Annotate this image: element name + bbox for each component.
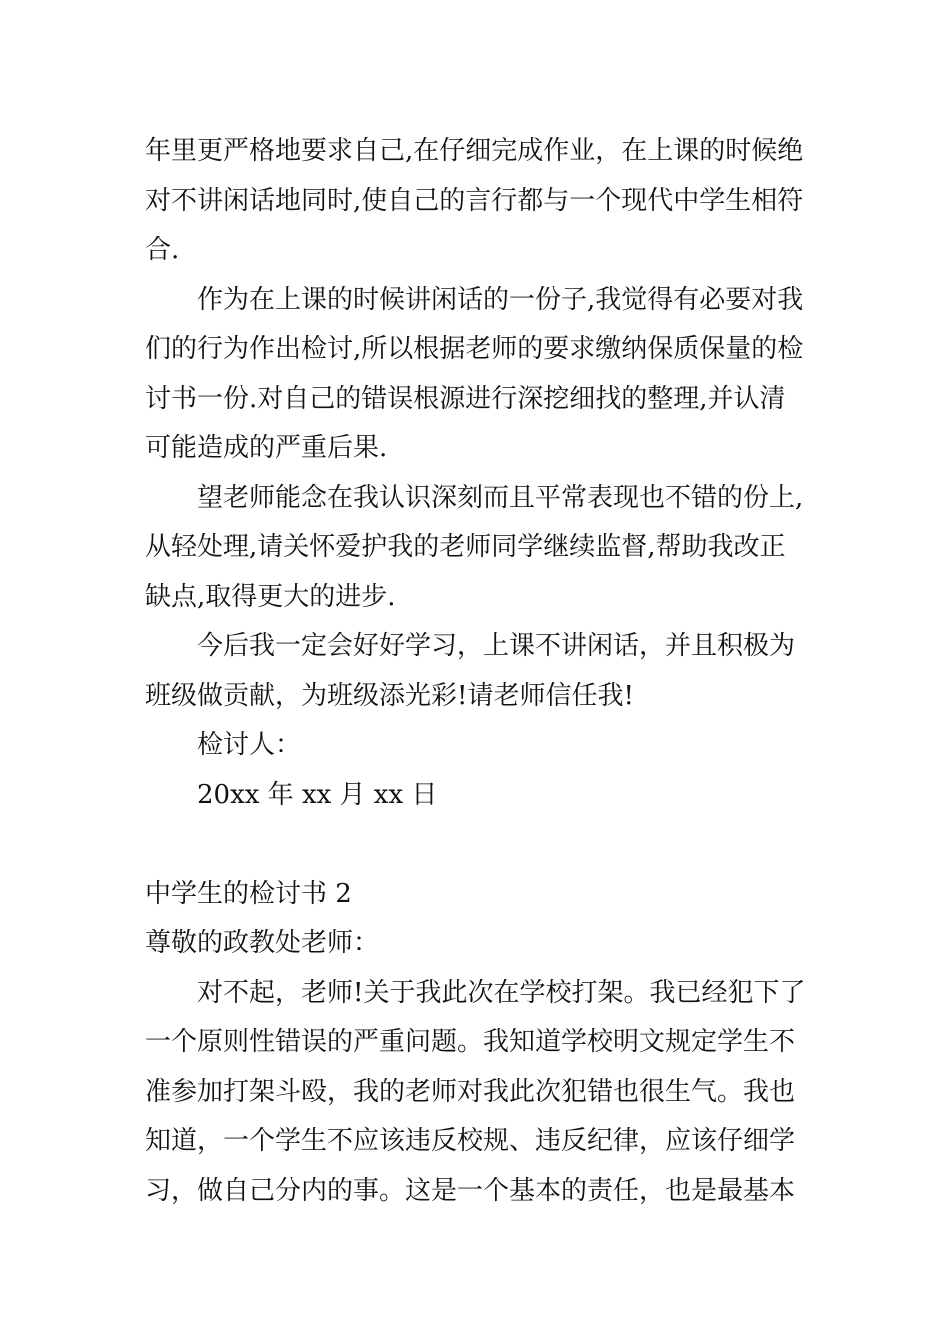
text-line: 合. <box>145 235 180 265</box>
text-line: 知道，一个学生不应该违反校规、违反纪律，应该仔细学 <box>145 1126 796 1156</box>
text-line: 作为在上课的时候讲闲话的一份子,我觉得有必要对我 <box>197 285 804 315</box>
text-line: 准参加打架斗殴，我的老师对我此次犯错也很生气。我也 <box>145 1077 796 1107</box>
text-line: 缺点,取得更大的进步. <box>145 582 396 612</box>
text-line: 班级做贡献，为班级添光彩!请老师信任我! <box>145 681 634 711</box>
text-line: 年里更严格地要求自己,在仔细完成作业，在上课的时候绝 <box>145 136 804 166</box>
text-line: 从轻处理,请关怀爱护我的老师同学继续监督,帮助我改正 <box>145 532 786 562</box>
text-line: 对不起，老师!关于我此次在学校打架。我已经犯下了 <box>197 978 806 1008</box>
section-title: 中学生的检讨书 2 <box>145 879 352 909</box>
text-line: 望老师能念在我认识深刻而且平常表现也不错的份上, <box>197 483 804 513</box>
signature-date: 20xx 年 xx 月 xx 日 <box>197 780 438 810</box>
text-line: 们的行为作出检讨,所以根据老师的要求缴纳保质保量的检 <box>145 334 804 364</box>
text-line: 一个原则性错误的严重问题。我知道学校明文规定学生不 <box>145 1027 796 1057</box>
text-line: 讨书一份.对自己的错误根源进行深挖细找的整理,并认清 <box>145 384 786 414</box>
signature-label: 检讨人： <box>197 730 302 760</box>
text-line: 习，做自己分内的事。这是一个基本的责任，也是最基本 <box>145 1176 796 1206</box>
text-line: 对不讲闲话地同时,使自己的言行都与一个现代中学生相符 <box>145 186 804 216</box>
text-line: 可能造成的严重后果. <box>145 433 388 463</box>
salutation: 尊敬的政教处老师： <box>145 928 380 958</box>
text-line: 今后我一定会好好学习，上课不讲闲话，并且积极为 <box>197 631 796 661</box>
